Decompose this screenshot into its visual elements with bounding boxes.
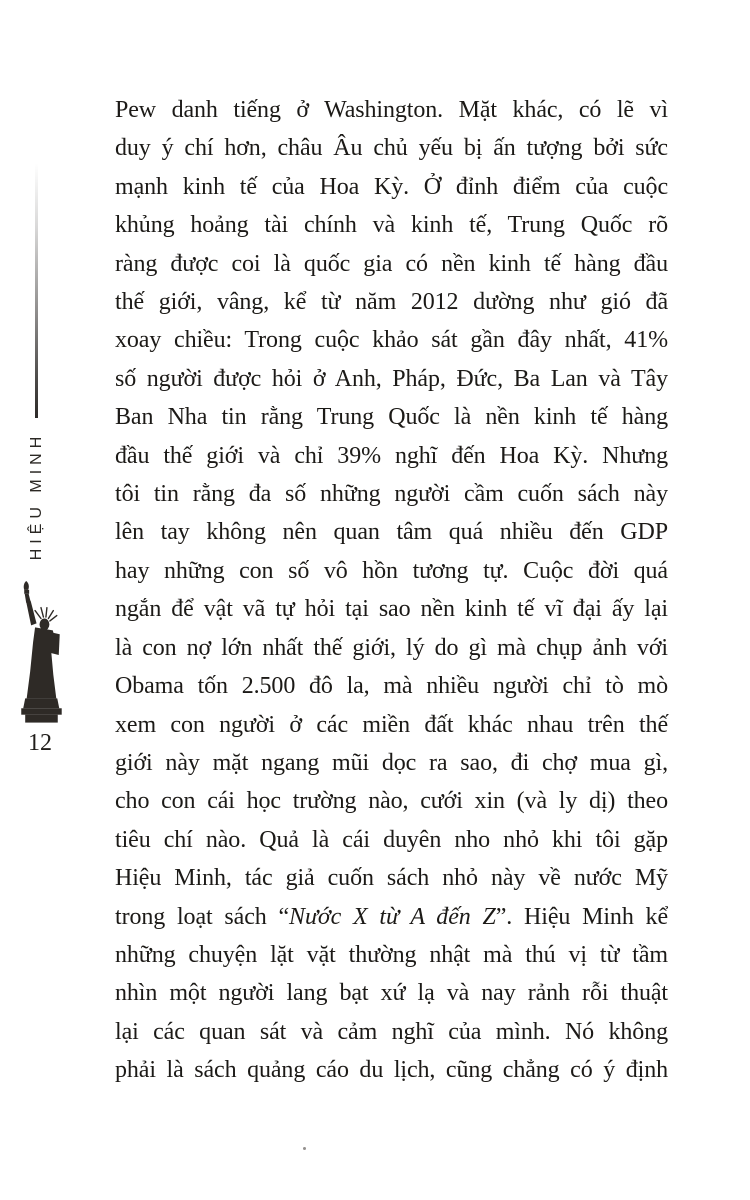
book-series-title: Nước X từ A đến Z xyxy=(289,903,496,930)
text-line: Hiệu Minh, tác giả cuốn sách nhỏ này về nước Mỹ xyxy=(115,865,668,892)
page-text xyxy=(115,91,668,1090)
text-line: xoay chiều: Trong cuộc khảo sát gần đây nhất, 41% xyxy=(115,327,668,354)
text-line: cho con cái học trường nào, cưới xin (và ly dị) theo xyxy=(115,788,668,815)
text-line: những chuyện lặt vặt thường nhật mà thú vị từ tầm xyxy=(115,941,668,968)
text-line: tiêu chí nào. Quả là cái duyên nho nhỏ khi tôi gặp xyxy=(115,826,668,853)
sidebar-author-vertical: HIỆU MINH xyxy=(28,431,45,561)
text-run: ”. Hiệu Minh kể xyxy=(495,903,668,930)
text-line: đầu thế giới và chỉ 39% nghĩ đến Hoa Kỳ. Nhưng xyxy=(115,442,668,469)
text-line: xem con người ở các miền đất khác nhau trên thế xyxy=(115,711,668,738)
text-line: tôi tin rằng đa số những người cầm cuốn sách này xyxy=(115,481,668,508)
sidebar-rule xyxy=(35,163,38,418)
scan-speck xyxy=(303,1147,306,1150)
text-line: Ban Nha tin rằng Trung Quốc là nền kinh tế hàng xyxy=(115,404,668,431)
text-line: mạnh kinh tế của Hoa Kỳ. Ở đỉnh điểm của cuộc xyxy=(115,173,668,200)
text-line: ràng được coi là quốc gia có nền kinh tế hàng đầu xyxy=(115,250,668,277)
text-line: số người được hỏi ở Anh, Pháp, Đức, Ba Lan và Tây xyxy=(115,365,668,392)
page-number: 12 xyxy=(28,730,52,756)
text-line-with-italic xyxy=(115,898,668,936)
text-line: là con nợ lớn nhất thế giới, lý do gì mà chụp ảnh với xyxy=(115,634,668,661)
text-line: lại các quan sát và cảm nghĩ của mình. Nó không xyxy=(115,1018,668,1045)
text-line: lên tay không nên quan tâm quá nhiều đến GDP xyxy=(115,519,668,546)
text-line: nhìn một người lang bạt xứ lạ và nay rảnh rỗi thuật xyxy=(115,980,668,1007)
text-line: phải là sách quảng cáo du lịch, cũng chẳng có ý định xyxy=(115,1057,668,1084)
text-line: thế giới, vâng, kể từ năm 2012 dường như gió đã xyxy=(115,289,668,316)
text-line: khủng hoảng tài chính và kinh tế, Trung Quốc rõ xyxy=(115,212,668,239)
text-run: trong loạt sách “ xyxy=(115,903,290,930)
text-line: hay những con số vô hồn tương tự. Cuộc đời quá xyxy=(115,557,668,584)
statue-of-liberty-icon xyxy=(15,581,65,729)
text-line: Pew danh tiếng ở Washington. Mặt khác, có lẽ vì xyxy=(115,97,668,123)
text-line: giới này mặt ngang mũi dọc ra sao, đi chợ mua gì, xyxy=(115,749,668,776)
text-line: Obama tốn 2.500 đô la, mà nhiều người chỉ tò mò xyxy=(115,673,668,700)
text-line: ngắn để vật vã tự hỏi tại sao nền kinh tế vĩ đại ấy lại xyxy=(115,596,668,623)
text-line: duy ý chí hơn, châu Âu chủ yếu bị ấn tượng bởi sức xyxy=(115,135,668,162)
